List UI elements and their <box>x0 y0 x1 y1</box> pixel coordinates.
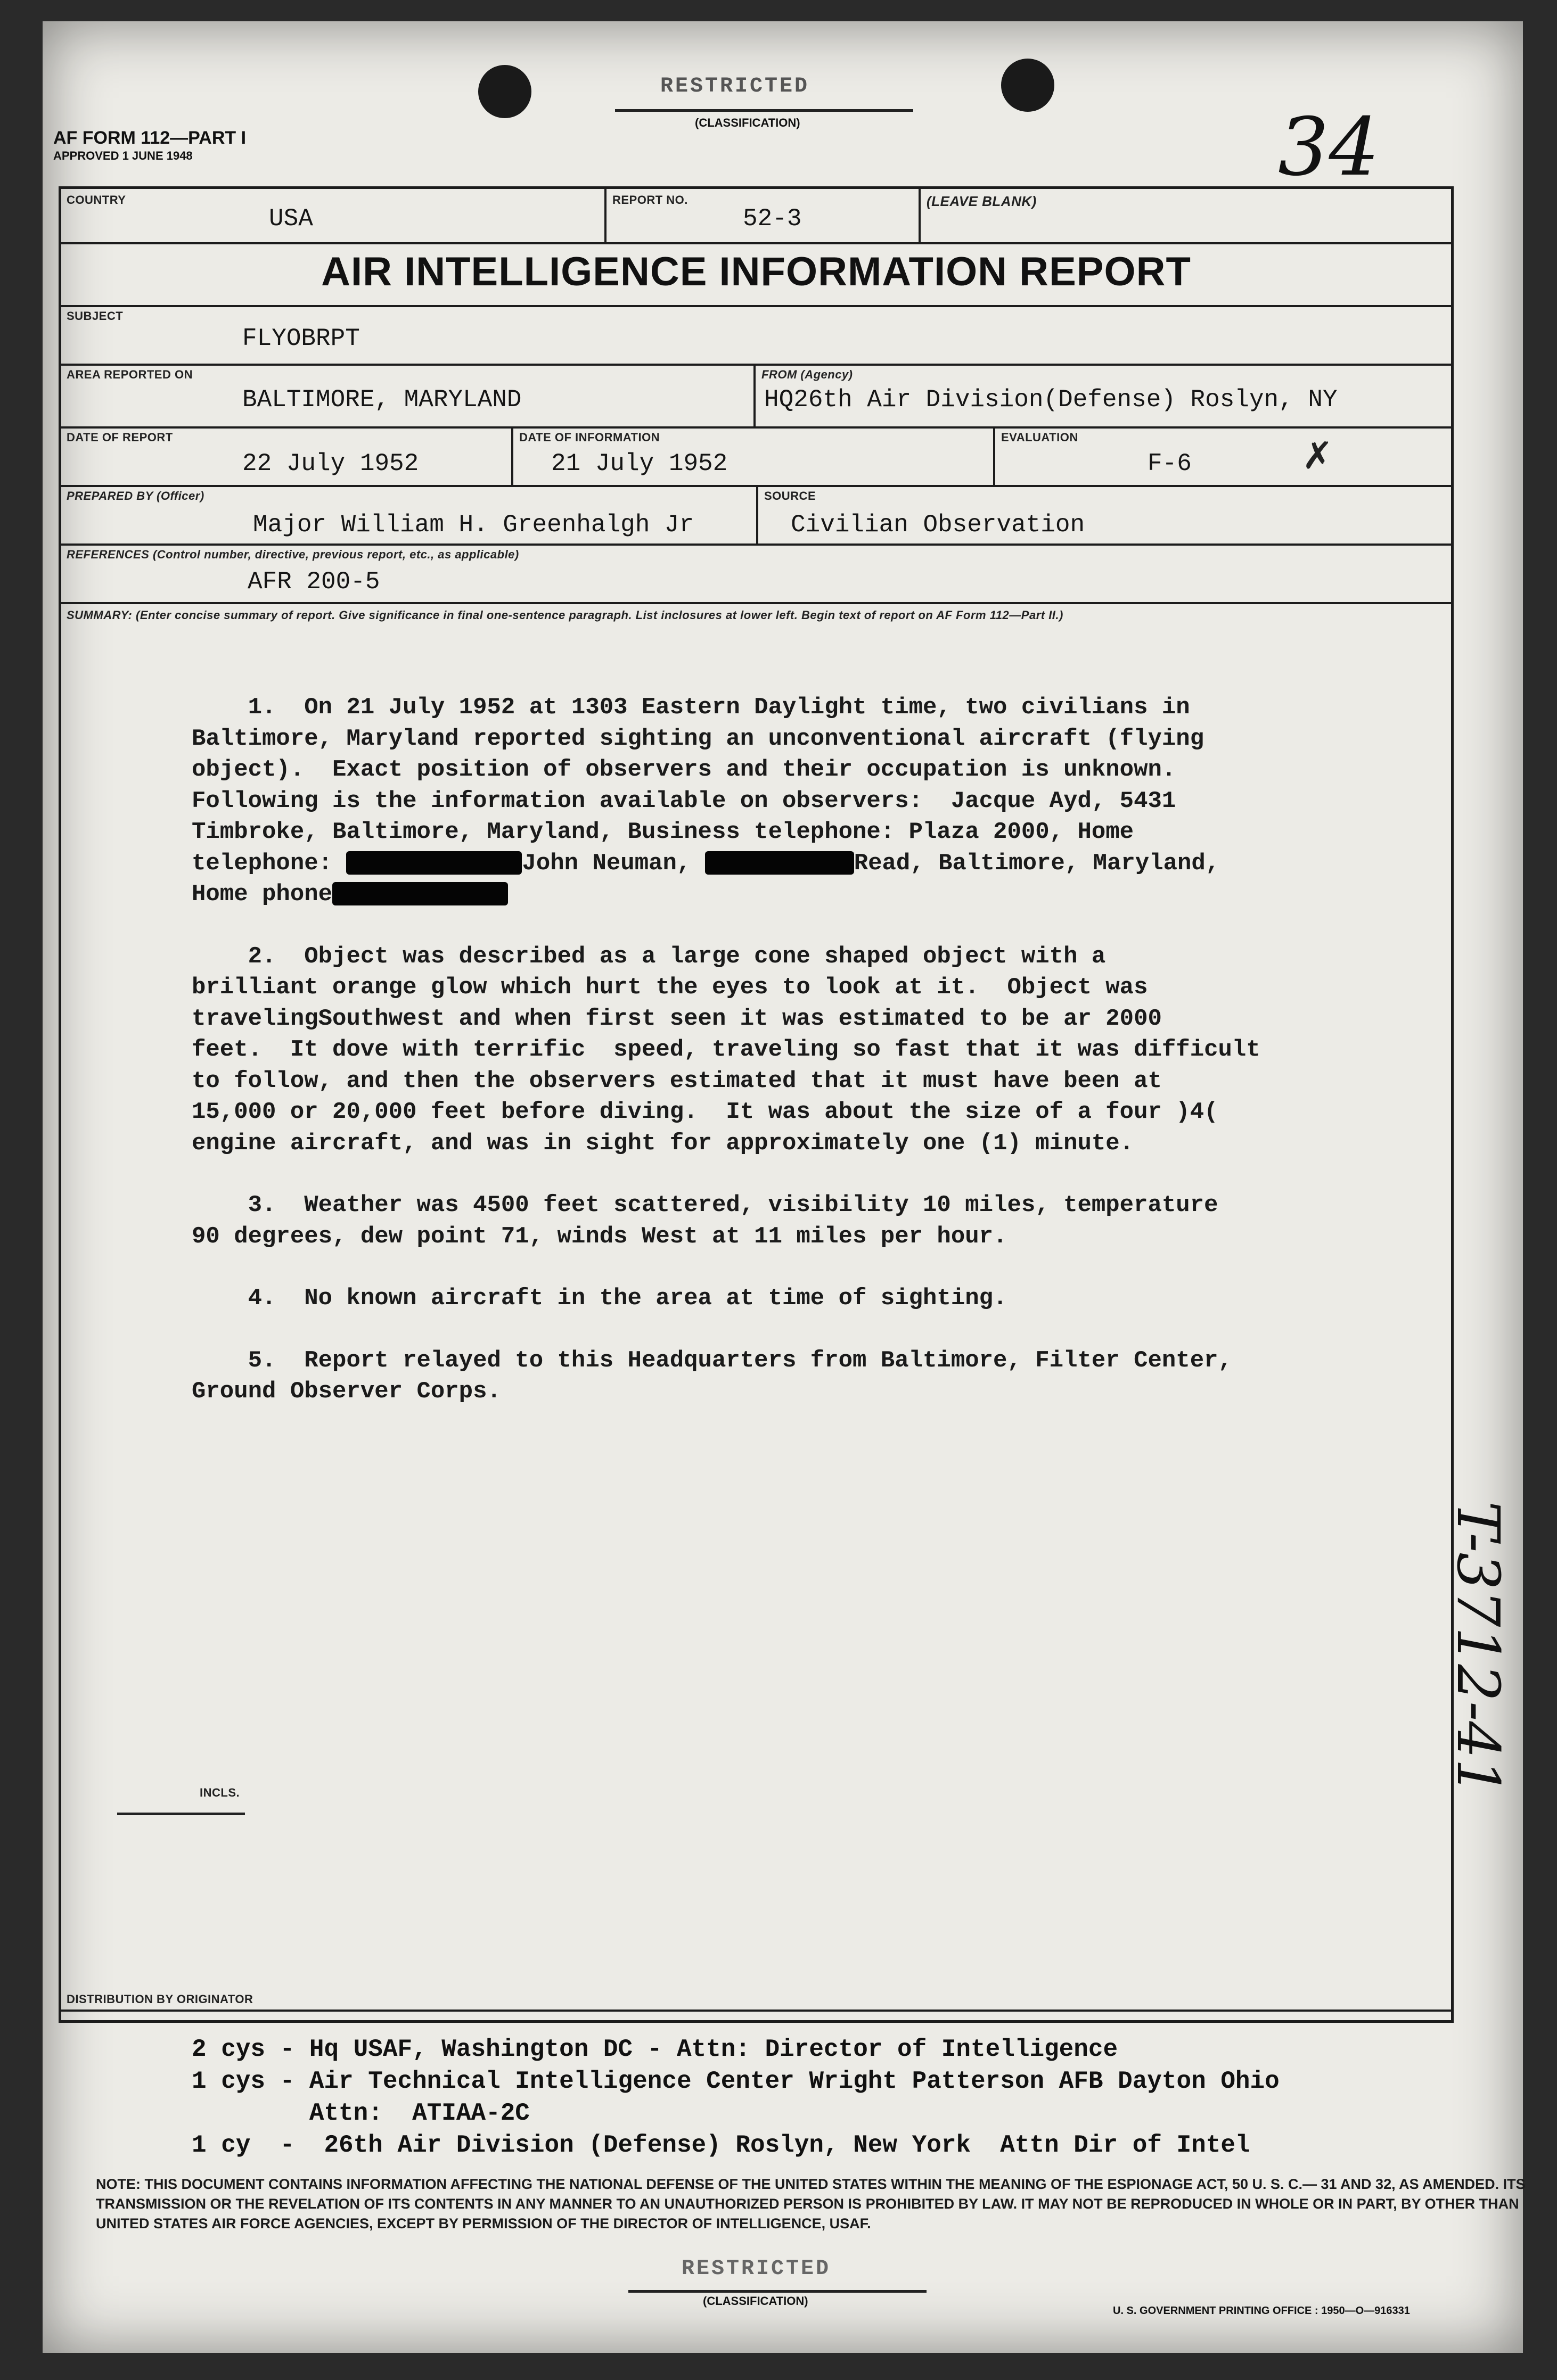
evaluation-label: EVALUATION <box>1001 431 1078 444</box>
area-reported-value: BALTIMORE, MARYLAND <box>242 386 522 414</box>
inclosures-rule <box>117 1813 245 1815</box>
area-reported-label: AREA REPORTED ON <box>67 368 193 381</box>
date-of-report-value: 22 July 1952 <box>242 450 419 477</box>
summary-paragraph-3: 3. Weather was 4500 feet scattered, visibility 10 miles, temperature 90 degrees, dew point 71, winds West at 11 miles per hour. <box>192 1192 1218 1250</box>
date-of-report-label: DATE OF REPORT <box>67 431 173 444</box>
espionage-act-notice: NOTE: THIS DOCUMENT CONTAINS INFORMATION AFFECTING THE NATIONAL DEFENSE OF THE UNITED STATES WITHIN THE MEANING OF THE ESPIONAGE ACT, 50 U. S. C.— 31 AND 32, AS AMENDED. ITS TRANSMISSION OR THE REVELATION OF ITS CONTENTS IN ANY MANNER TO AN UNAUTHORIZED PERSON IS PROHIBITED BY LAW. IT MAY NOT BE REPRODUCED IN WHOLE OR IN PART, BY OTHER THAN UNITED STATES AIR FORCE AGENCIES, EXCEPT BY PERMISSION OF THE DIRECTOR OF INTELLIGENCE, USAF. <box>96 2176 1526 2231</box>
from-agency-value: HQ26th Air Division(Defense) Roslyn, NY <box>764 386 1338 414</box>
classification-top-caption: (CLASSIFICATION) <box>695 116 800 129</box>
country-value: USA <box>269 205 313 233</box>
inclosures-label: INCLS. <box>200 1786 240 1799</box>
summary-paragraph-1: 1. On 21 July 1952 at 1303 Eastern Daylight time, two civilians in Baltimore, Maryland reported sighting an unconventional aircraft (flying object). Exact position of observers and their occupation is unknown. Following is the information available on observers: Jacque Ayd, 5431 Timbroke, Baltimore, Maryland, Business telephone: Plaza 2000, Home telephone: John Neuman, Read, Baltimore, Maryland, Home phone <box>192 694 1220 908</box>
redaction-bar <box>346 851 522 875</box>
classification-bottom: RESTRICTED <box>682 2257 831 2281</box>
side-handwritten-number: T-3712-41 <box>1444 1501 1512 1796</box>
classification-top-rule <box>615 109 913 112</box>
subject-value: FLYOBRPT <box>242 325 360 352</box>
punch-hole-left <box>478 65 531 118</box>
summary-paragraph-5: 5. Report relayed to this Headquarters from Baltimore, Filter Center, Ground Observer Corps. <box>192 1347 1232 1405</box>
country-label: COUNTRY <box>67 193 126 207</box>
report-title: AIR INTELLIGENCE INFORMATION REPORT <box>321 249 1191 294</box>
source-value: Civilian Observation <box>791 511 1085 539</box>
prepared-by-value: Major William H. Greenhalgh Jr <box>253 511 694 539</box>
summary-paragraph-4: 4. No known aircraft in the area at time of sighting. <box>192 1285 1007 1312</box>
redaction-bar <box>705 851 854 875</box>
references-value: AFR 200-5 <box>248 568 380 596</box>
date-of-information-value: 21 July 1952 <box>551 450 728 477</box>
report-no-label: REPORT NO. <box>612 193 688 207</box>
form-approved: APPROVED 1 JUNE 1948 <box>53 149 193 162</box>
distribution-label: DISTRIBUTION BY ORIGINATOR <box>67 1992 253 2006</box>
evaluation-value: F-6 <box>1148 450 1192 477</box>
document-page <box>43 21 1526 2353</box>
evaluation-check-mark: ✗ <box>1302 434 1333 477</box>
references-label: REFERENCES (Control number, directive, previous report, etc., as applicable) <box>67 548 519 561</box>
classification-bottom-caption: (CLASSIFICATION) <box>703 2294 808 2308</box>
printing-office-line: U. S. GOVERNMENT PRINTING OFFICE : 1950—O—916331 <box>1113 2305 1410 2317</box>
redaction-bar <box>332 882 508 905</box>
from-agency-label: FROM (Agency) <box>761 368 853 381</box>
subject-label: SUBJECT <box>67 309 124 323</box>
punch-hole-right <box>1001 59 1054 112</box>
classification-bottom-rule <box>628 2290 927 2293</box>
prepared-by-label: PREPARED BY (Officer) <box>67 489 204 503</box>
distribution-list: 2 cys - Hq USAF, Washington DC - Attn: Director of Intelligence 1 cys - Air Technical Intelligence Center Wright Patterson AFB Dayton Ohio Attn: ATIAA-2C 1 cy - 26th Air Division (Defense) Roslyn, New York Attn Dir of Intel <box>192 2036 1280 2159</box>
leave-blank-label: (LEAVE BLANK) <box>927 193 1037 209</box>
summary-body <box>192 692 1416 1438</box>
source-label: SOURCE <box>764 489 816 503</box>
form-id: AF FORM 112—PART I <box>53 128 247 148</box>
classification-top: RESTRICTED <box>660 75 810 98</box>
handwritten-number: 34 <box>1278 101 1380 194</box>
date-of-information-label: DATE OF INFORMATION <box>519 431 660 444</box>
report-no-value: 52-3 <box>743 205 802 233</box>
summary-paragraph-2: 2. Object was described as a large cone shaped object with a brilliant orange glow which hurt the eyes to look at it. Object was travelingSouthwest and when first seen it was estimated to be ar 2000 feet. It dove with terrific speed, traveling so fast that it was difficult to follow, and then the observers estimated that it must have been at 15,000 or 20,000 feet before diving. It was about the size of a four )4( engine aircraft, and was in sight for approximately one (1) minute. <box>192 943 1260 1157</box>
summary-label: SUMMARY: (Enter concise summary of report. Give significance in final one-sentence paragraph. List inclosures at lower left. Begin text of report on AF Form 112—Part II.) <box>67 608 1063 622</box>
